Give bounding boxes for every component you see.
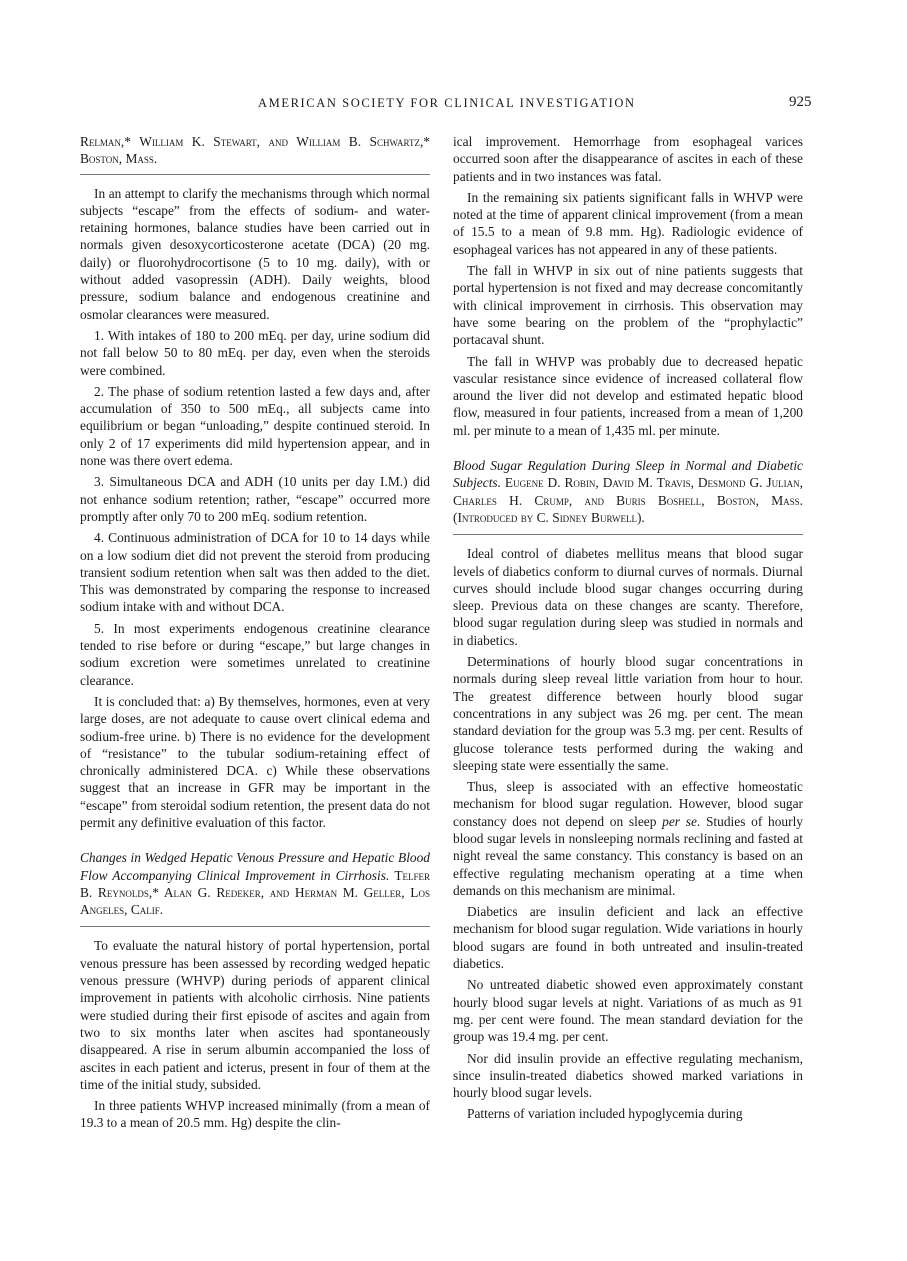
- paragraph: 1. With intakes of 180 to 200 mEq. per day, urine sodium did not fall below 50 to 80 mEq. per day, even when the steroids were combined.: [80, 327, 430, 378]
- paragraph: ical improvement. Hemorrhage from esophageal varices occurred soon after the disappearance of ascites in each of these patients and in two instances was fatal.: [453, 134, 803, 184]
- abstract2-heading: [80, 849, 430, 927]
- paragraph: Determinations of hourly blood sugar concentrations in normals during sleep reveal little variation from hour to hour. The greatest difference between hourly blood sugar concentrations in any subject was 26 mg. per cent. The mean standard deviation for the group was 5.3 mg. per cent. Results of glucose tolerance tests performed during the waking and sleeping state were essentially the same.: [453, 654, 803, 773]
- right-column: [453, 133, 803, 1127]
- paragraph: It is concluded that: a) By themselves, hormones, even at very large doses, are not adequate to cause overt clinical edema and sodium-free urine. b) There is no evidence for the development of “resistance” to the tubular sodium-retaining effect of chronically administered DCA. c) While these observations suggest that an increase in GFR may be important in the “escape” from steroidal sodium retention, the present data do not permit any definitive evaluation of this factor.: [80, 693, 430, 830]
- abstract1-authors: Relman,* William K. Stewart, and William B. Schwartz,* Boston, Mass.: [80, 133, 430, 175]
- paragraph: Ideal control of diabetes mellitus means that blood sugar levels of diabetics conform to diurnal curves of normals. Diurnal curves should include blood sugar changes occurring during sleep. Previous data on these changes are scanty. Therefore, blood sugar regulation during sleep was studied in normals and in diabetics.: [453, 546, 803, 648]
- italic-phrase: per se: [662, 813, 697, 829]
- paragraph: Patterns of variation included hypoglycemia during: [467, 1106, 743, 1122]
- paragraph: 5. In most experiments endogenous creatinine clearance tended to rise before or during “escape,” but large changes in sodium excretion were sometimes unrelated to creatinine clearance.: [80, 620, 430, 688]
- paragraph: No untreated diabetic showed even approximately constant hourly blood sugar levels at night. Variations of as much as 91 mg. per cent were found. The mean standard deviation for the group was 19.4 mg. per cent.: [453, 977, 803, 1045]
- paragraph: Nor did insulin provide an effective regulating mechanism, since insulin-treated diabetics showed marked variations in hourly blood sugar levels.: [453, 1050, 803, 1101]
- paragraph: 4. Continuous administration of DCA for 10 to 14 days while on a low sodium diet did not prevent the steroid from producing transient sodium retention when salt was then added to the diet. This was demonstrated by comparing the response to increased sodium intake with and without DCA.: [80, 530, 430, 615]
- paragraph: To evaluate the natural history of portal hypertension, portal venous pressure has been assessed by recording wedged hepatic venous pressure (WHVP) during periods of apparent clinical improvement in patients with alcoholic cirrhosis. Nine patients were studied during their first episode of ascites and again from two to six months later when ascites had spontaneously disappeared. A rise in serum albumin accompanied the loss of ascites in each patient and icterus, present in four of them at the time of the initial study, subsided.: [80, 938, 430, 1092]
- left-column: [80, 133, 430, 1136]
- abstract3-heading: [453, 457, 803, 535]
- paragraph: The fall in WHVP was probably due to decreased hepatic vascular resistance since evidence of increased collateral flow around the liver did not develop and estimated hepatic blood flow, measured in four patients, increased from a mean of 1,200 ml. per minute to a mean of 1,435 ml. per minute.: [453, 353, 803, 438]
- paragraph: Diabetics are insulin deficient and lack an effective mechanism for blood sugar regulation. Wide variations in hourly blood sugars are found in both untreated and insulin-treated diabetics.: [453, 904, 803, 972]
- paragraph: In an attempt to clarify the mechanisms through which normal subjects “escape” from the effects of sodium- and water-retaining hormones, balance studies have been carried out in normals given desoxycorticosterone acetate (DCA) (20 mg. daily) or fluorohydrocortisone (5 to 10 mg. daily), with or without added vasopressin (ADH). Daily weights, blood pressure, sodium balance and endogenous creatinine and osmolar clearances were measured.: [80, 185, 430, 322]
- paragraph: 2. The phase of sodium retention lasted a few days and, after accumulation of 350 to 500 mEq., all subjects came into equilibrium or began “unloading,” despite continued steroid. In only 2 of 17 experiments did mild hypertension appear, and in none was there overt edema.: [80, 383, 430, 469]
- paragraph: [453, 778, 803, 899]
- page-header: [0, 96, 907, 116]
- abstract2-authors: Telfer B. Reynolds,* Alan G. Redeker, and Herman M. Geller, Los Angeles, Calif.: [80, 867, 430, 918]
- paragraph: In three patients WHVP increased minimally (from a mean of 19.3 to a mean of 20.5 mm. Hg) despite the clin-: [80, 1098, 430, 1131]
- text-run: Thus, sleep is associated with an effective homeostatic mechanism for blood sugar regulation. However, blood sugar constancy does not depend on sleep: [453, 779, 803, 829]
- running-head: AMERICAN SOCIETY FOR CLINICAL INVESTIGATION: [258, 96, 636, 110]
- abstract3-title: Blood Sugar Regulation During Sleep in Normal and Diabetic Subjects.: [453, 458, 803, 491]
- paragraph: The fall in WHVP in six out of nine patients suggests that portal hypertension is not fixed and may decrease concomitantly with clinical improvement in cirrhosis. This observation may have some bearing on the problem of the “prophylactic” portacaval shunt.: [453, 263, 803, 348]
- text-run: . Studies of hourly blood sugar levels in nonsleeping normals reclining and fasted at night reveal the same constancy. This constancy is based on an effective regulating mechanism operating at a time when demands on this mechanism are minimal.: [453, 813, 803, 898]
- page-number: 925: [789, 94, 812, 110]
- paragraph: 3. Simultaneous DCA and ADH (10 units per day I.M.) did not enhance sodium retention; rather, “escape” occurred more promptly after only 70 to 200 mEq. sodium retention.: [80, 474, 430, 524]
- paragraph: In the remaining six patients significant falls in WHVP were noted at the time of apparent clinical improvement (from a mean of 15.5 to a mean of 9.8 mm. Hg). Radiologic evidence of esophageal varices has not appeared in any of these patients.: [453, 189, 803, 257]
- abstract2-title: Changes in Wedged Hepatic Venous Pressure and Hepatic Blood Flow Accompanying Clinical Improvement in Cirrhosis.: [80, 850, 430, 883]
- abstract3-authors: Eugene D. Robin, David M. Travis, Desmond G. Julian, Charles H. Crump, and Buris Boshell, Boston, Mass. (Introduced by C. Sidney Burwell).: [453, 475, 803, 525]
